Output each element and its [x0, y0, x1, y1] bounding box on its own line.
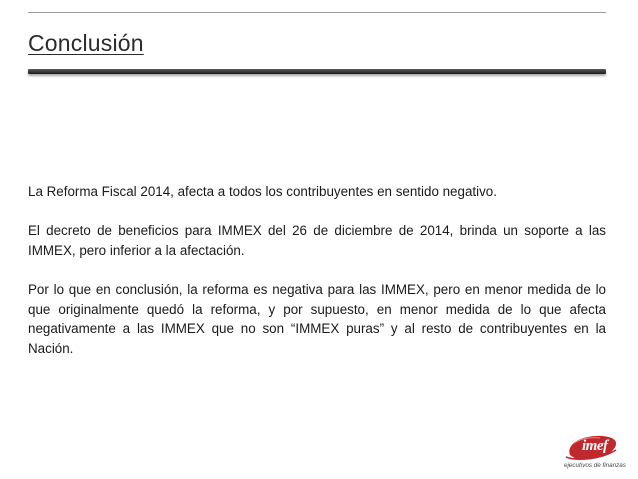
slide-title: Conclusión [28, 30, 144, 56]
paragraph-1: La Reforma Fiscal 2014, afecta a todos los contribuyentes en sentido negativo. [28, 184, 497, 199]
slide-body [28, 182, 606, 358]
paragraph-3: Por lo que en conclusión, la reforma es negativa para las IMMEX, pero en menor medida de lo que originalmente quedó la reforma, y por supuesto, en menor medida de lo que afecta negativamente a las IMMEX que no son “IMMEX puras” y al resto de contribuyentes en la Nación. [28, 281, 606, 356]
top-rule [28, 12, 606, 13]
logo-tagline: ejecutivos de finanzas [564, 462, 626, 469]
title-divider-bar [28, 69, 606, 74]
imef-logo [556, 433, 632, 473]
paragraph-2: El decreto de beneficios para IMMEX del 26 de diciembre de 2014, brinda un soporte a las IMMEX, pero inferior a la afectación. [28, 223, 606, 258]
logo-wordmark: imef [582, 438, 608, 454]
